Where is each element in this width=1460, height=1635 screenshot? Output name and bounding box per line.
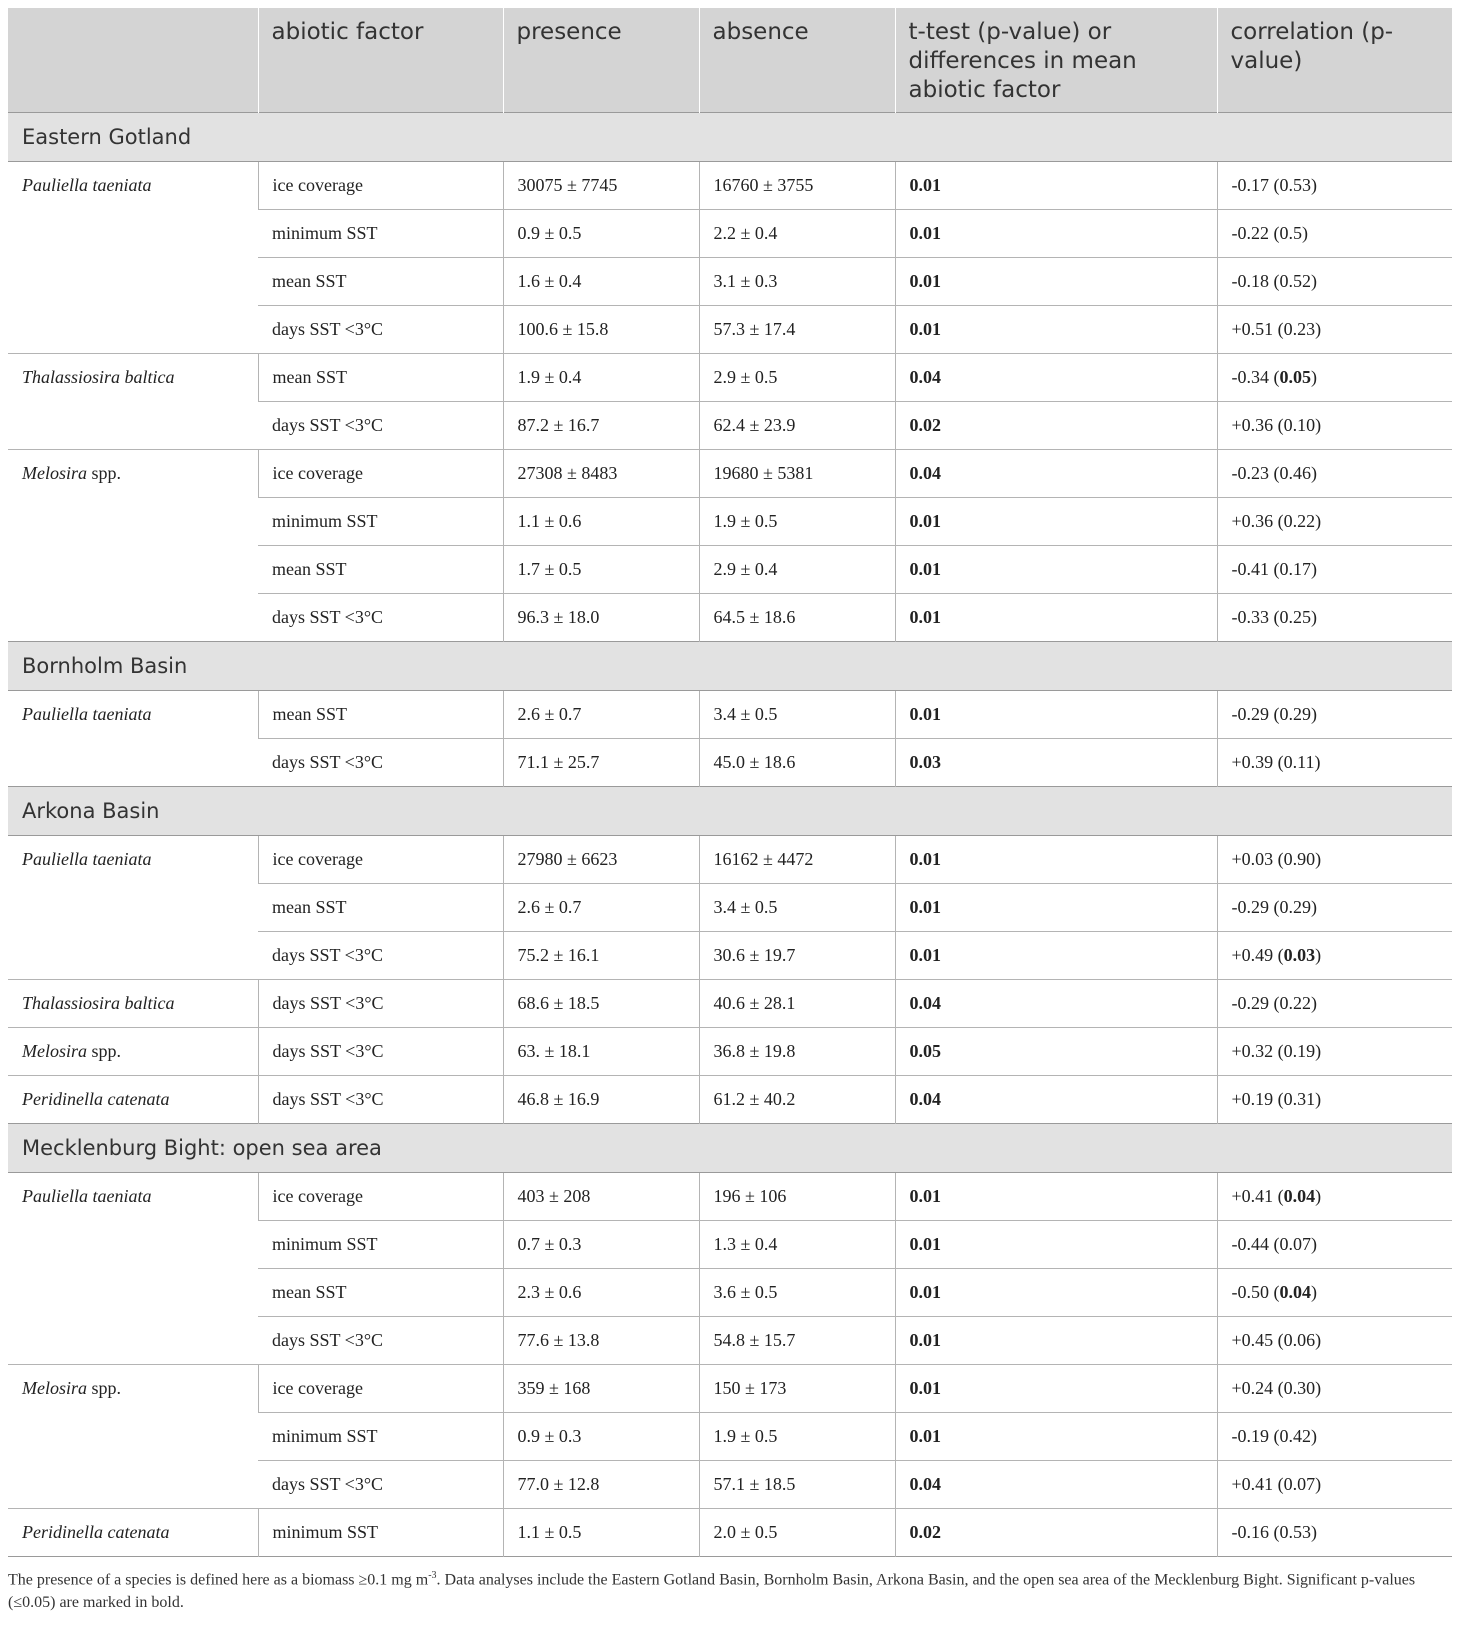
correlation-cell: +0.51 (0.23) [1217,306,1452,354]
correlation-value: -0.18 [1231,271,1269,291]
correlation-value: +0.45 [1231,1330,1274,1350]
header-presence: presence [503,8,699,113]
correlation-cell: +0.39 (0.11) [1217,739,1452,787]
species-name: Pauliella taeniata [22,704,152,724]
header-species [8,8,258,113]
correlation-value: -0.33 [1231,607,1269,627]
ttest-cell: 0.01 [895,162,1217,210]
species-cell [8,1365,258,1509]
absence-cell: 1.9 ± 0.5 [699,498,895,546]
absence-cell: 57.1 ± 18.5 [699,1461,895,1509]
correlation-value: +0.19 [1231,1089,1274,1109]
correlation-cell: +0.24 (0.30) [1217,1365,1452,1413]
correlation-value: -0.17 [1231,175,1269,195]
header-correlation: correlation (p-value) [1217,8,1452,113]
species-name: Thalassiosira baltica [22,993,175,1013]
species-name: Melosira [22,1378,87,1398]
correlation-p-value: 0.05 [1279,367,1311,387]
presence-cell: 71.1 ± 25.7 [503,739,699,787]
species-cell [8,980,258,1028]
correlation-value: -0.29 [1231,897,1269,917]
correlation-p-value: 0.29 [1279,897,1311,917]
abiotic-factor-cell: mean SST [258,354,503,402]
correlation-value: -0.23 [1231,463,1269,483]
correlation-cell: +0.41 (0.07) [1217,1461,1452,1509]
abiotic-factor-cell: days SST <3°C [258,594,503,642]
presence-cell: 359 ± 168 [503,1365,699,1413]
abiotic-factor-cell: mean SST [258,884,503,932]
abiotic-factor-cell: mean SST [258,258,503,306]
correlation-value: +0.49 [1231,945,1274,965]
presence-cell: 2.3 ± 0.6 [503,1269,699,1317]
correlation-value: -0.16 [1231,1522,1269,1542]
table-row [8,1509,1452,1557]
correlation-value: -0.29 [1231,704,1269,724]
correlation-cell: +0.45 (0.06) [1217,1317,1452,1365]
abiotic-factor-cell: mean SST [258,691,503,739]
ttest-cell: 0.02 [895,1509,1217,1557]
species-cell [8,691,258,787]
abiotic-factor-cell: days SST <3°C [258,980,503,1028]
presence-cell: 1.6 ± 0.4 [503,258,699,306]
correlation-value: +0.24 [1231,1378,1274,1398]
correlation-p-value: 0.52 [1279,271,1311,291]
species-suffix: spp. [87,1378,122,1398]
species-name: Melosira [22,463,87,483]
correlation-p-value: 0.29 [1279,704,1311,724]
abiotic-factor-cell: minimum SST [258,1413,503,1461]
correlation-value: -0.44 [1231,1234,1269,1254]
correlation-value: -0.50 [1231,1282,1269,1302]
presence-cell: 30075 ± 7745 [503,162,699,210]
species-name: Peridinella catenata [22,1522,170,1542]
correlation-cell: -0.34 (0.05) [1217,354,1452,402]
section-title: Arkona Basin [8,787,1452,836]
table-row [8,836,1452,884]
presence-cell: 2.6 ± 0.7 [503,884,699,932]
ttest-cell: 0.04 [895,980,1217,1028]
abiotic-factor-cell: ice coverage [258,836,503,884]
table-row [8,1365,1452,1413]
ttest-cell: 0.01 [895,932,1217,980]
ttest-cell: 0.01 [895,258,1217,306]
correlation-cell: -0.50 (0.04) [1217,1269,1452,1317]
absence-cell: 16162 ± 4472 [699,836,895,884]
ttest-cell: 0.01 [895,1221,1217,1269]
correlation-cell: -0.29 (0.29) [1217,691,1452,739]
absence-cell: 1.9 ± 0.5 [699,1413,895,1461]
correlation-cell: -0.17 (0.53) [1217,162,1452,210]
presence-cell: 46.8 ± 16.9 [503,1076,699,1124]
ttest-cell: 0.01 [895,306,1217,354]
correlation-value: -0.34 [1231,367,1269,387]
ttest-cell: 0.04 [895,450,1217,498]
correlation-cell: +0.19 (0.31) [1217,1076,1452,1124]
absence-cell: 62.4 ± 23.9 [699,402,895,450]
absence-cell: 2.9 ± 0.4 [699,546,895,594]
correlation-value: +0.36 [1231,415,1274,435]
species-name: Pauliella taeniata [22,1186,152,1206]
correlation-cell: -0.19 (0.42) [1217,1413,1452,1461]
table-row [8,980,1452,1028]
correlation-cell: +0.36 (0.22) [1217,498,1452,546]
abiotic-factor-cell: minimum SST [258,498,503,546]
presence-cell: 68.6 ± 18.5 [503,980,699,1028]
correlation-cell: +0.03 (0.90) [1217,836,1452,884]
correlation-cell: -0.33 (0.25) [1217,594,1452,642]
abiotic-factor-cell: days SST <3°C [258,932,503,980]
correlation-cell: -0.29 (0.29) [1217,884,1452,932]
presence-cell: 27980 ± 6623 [503,836,699,884]
ttest-cell: 0.01 [895,546,1217,594]
table-row [8,354,1452,402]
absence-cell: 36.8 ± 19.8 [699,1028,895,1076]
section-row [8,787,1452,836]
ttest-cell: 0.04 [895,1076,1217,1124]
presence-cell: 0.9 ± 0.5 [503,210,699,258]
absence-cell: 3.1 ± 0.3 [699,258,895,306]
correlation-cell: +0.41 (0.04) [1217,1173,1452,1221]
abiotic-factor-cell: days SST <3°C [258,1076,503,1124]
ttest-cell: 0.01 [895,1173,1217,1221]
correlation-p-value: 0.31 [1283,1089,1316,1109]
section-row [8,113,1452,162]
absence-cell: 3.6 ± 0.5 [699,1269,895,1317]
species-suffix: spp. [87,1041,122,1061]
table-row [8,1173,1452,1221]
correlation-p-value: 0.07 [1283,1474,1316,1494]
absence-cell: 150 ± 173 [699,1365,895,1413]
results-table [8,8,1452,1557]
species-cell [8,1509,258,1557]
species-name: Peridinella catenata [22,1089,170,1109]
presence-cell: 403 ± 208 [503,1173,699,1221]
correlation-p-value: 0.06 [1283,1330,1316,1350]
absence-cell: 196 ± 106 [699,1173,895,1221]
absence-cell: 2.0 ± 0.5 [699,1509,895,1557]
abiotic-factor-cell: days SST <3°C [258,402,503,450]
correlation-p-value: 0.03 [1283,945,1316,965]
species-cell [8,1076,258,1124]
absence-cell: 40.6 ± 28.1 [699,980,895,1028]
abiotic-factor-cell: mean SST [258,1269,503,1317]
abiotic-factor-cell: minimum SST [258,1509,503,1557]
species-name: Pauliella taeniata [22,175,152,195]
absence-cell: 2.2 ± 0.4 [699,210,895,258]
correlation-p-value: 0.17 [1279,559,1311,579]
ttest-cell: 0.04 [895,1461,1217,1509]
presence-cell: 0.9 ± 0.3 [503,1413,699,1461]
species-name: Melosira [22,1041,87,1061]
abiotic-factor-cell: ice coverage [258,450,503,498]
correlation-p-value: 0.07 [1279,1234,1311,1254]
correlation-p-value: 0.46 [1279,463,1311,483]
table-row [8,691,1452,739]
presence-cell: 75.2 ± 16.1 [503,932,699,980]
abiotic-factor-cell: days SST <3°C [258,1461,503,1509]
correlation-value: +0.41 [1231,1474,1274,1494]
absence-cell: 45.0 ± 18.6 [699,739,895,787]
presence-cell: 87.2 ± 16.7 [503,402,699,450]
species-cell [8,354,258,450]
absence-cell: 30.6 ± 19.7 [699,932,895,980]
correlation-p-value: 0.19 [1283,1041,1316,1061]
correlation-cell: -0.41 (0.17) [1217,546,1452,594]
table-footnote [8,1564,1452,1614]
absence-cell: 2.9 ± 0.5 [699,354,895,402]
correlation-p-value: 0.04 [1279,1282,1311,1302]
abiotic-factor-cell: mean SST [258,546,503,594]
ttest-cell: 0.01 [895,498,1217,546]
presence-cell: 1.1 ± 0.6 [503,498,699,546]
abiotic-factor-cell: ice coverage [258,162,503,210]
section-title: Mecklenburg Bight: open sea area [8,1124,1452,1173]
ttest-cell: 0.01 [895,884,1217,932]
correlation-cell: +0.32 (0.19) [1217,1028,1452,1076]
ttest-cell: 0.01 [895,836,1217,884]
presence-cell: 2.6 ± 0.7 [503,691,699,739]
correlation-p-value: 0.04 [1283,1186,1316,1206]
absence-cell: 3.4 ± 0.5 [699,884,895,932]
presence-cell: 1.1 ± 0.5 [503,1509,699,1557]
correlation-p-value: 0.25 [1279,607,1311,627]
ttest-cell: 0.01 [895,1365,1217,1413]
absence-cell: 57.3 ± 17.4 [699,306,895,354]
correlation-cell: +0.36 (0.10) [1217,402,1452,450]
absence-cell: 19680 ± 5381 [699,450,895,498]
correlation-value: -0.19 [1231,1426,1269,1446]
correlation-cell: -0.16 (0.53) [1217,1509,1452,1557]
correlation-p-value: 0.22 [1283,511,1316,531]
ttest-cell: 0.03 [895,739,1217,787]
correlation-p-value: 0.90 [1283,849,1316,869]
header-abiotic-factor: abiotic factor [258,8,503,113]
header-row [8,8,1452,113]
correlation-value: +0.51 [1231,319,1274,339]
correlation-value: +0.39 [1231,752,1274,772]
species-cell [8,1028,258,1076]
ttest-cell: 0.01 [895,1317,1217,1365]
correlation-value: -0.22 [1231,223,1269,243]
section-title: Eastern Gotland [8,113,1452,162]
presence-cell: 63. ± 18.1 [503,1028,699,1076]
table-body [8,113,1452,1557]
abiotic-factor-cell: ice coverage [258,1365,503,1413]
correlation-p-value: 0.22 [1279,993,1311,1013]
correlation-cell: -0.29 (0.22) [1217,980,1452,1028]
correlation-value: +0.03 [1231,849,1274,869]
ttest-cell: 0.01 [895,1269,1217,1317]
ttest-cell: 0.01 [895,691,1217,739]
absence-cell: 3.4 ± 0.5 [699,691,895,739]
correlation-cell: -0.44 (0.07) [1217,1221,1452,1269]
table-row [8,162,1452,210]
ttest-cell: 0.05 [895,1028,1217,1076]
abiotic-factor-cell: minimum SST [258,210,503,258]
absence-cell: 16760 ± 3755 [699,162,895,210]
species-cell [8,836,258,980]
footnote-text-2: . Data analyses include the Eastern Gotland Basin, Bornholm Basin, Arkona Basin, and the open sea area of the Mecklenburg Bight. Significant p-values (≤0.05) are marked in bold. [8,1571,1416,1612]
presence-cell: 1.7 ± 0.5 [503,546,699,594]
correlation-value: +0.36 [1231,511,1274,531]
species-name: Pauliella taeniata [22,849,152,869]
section-title: Bornholm Basin [8,642,1452,691]
section-row [8,642,1452,691]
presence-cell: 27308 ± 8483 [503,450,699,498]
species-cell [8,1173,258,1365]
species-cell [8,450,258,642]
table-row [8,1028,1452,1076]
correlation-p-value: 0.30 [1283,1378,1316,1398]
header-absence: absence [699,8,895,113]
table-row [8,1076,1452,1124]
presence-cell: 77.0 ± 12.8 [503,1461,699,1509]
abiotic-factor-cell: days SST <3°C [258,739,503,787]
correlation-p-value: 0.53 [1279,1522,1311,1542]
species-suffix: spp. [87,463,122,483]
footnote-text-1: The presence of a species is defined here as a biomass ≥0.1 mg m [8,1571,429,1589]
correlation-value: +0.41 [1231,1186,1274,1206]
ttest-cell: 0.02 [895,402,1217,450]
correlation-p-value: 0.5 [1279,223,1302,243]
correlation-p-value: 0.23 [1283,319,1316,339]
absence-cell: 1.3 ± 0.4 [699,1221,895,1269]
correlation-p-value: 0.53 [1279,175,1311,195]
ttest-cell: 0.01 [895,210,1217,258]
species-name: Thalassiosira baltica [22,367,175,387]
correlation-value: +0.32 [1231,1041,1274,1061]
correlation-p-value: 0.10 [1283,415,1316,435]
correlation-cell: -0.22 (0.5) [1217,210,1452,258]
table-row [8,450,1452,498]
abiotic-factor-cell: days SST <3°C [258,1317,503,1365]
presence-cell: 77.6 ± 13.8 [503,1317,699,1365]
table-container [8,8,1452,1614]
species-cell [8,162,258,354]
absence-cell: 54.8 ± 15.7 [699,1317,895,1365]
correlation-p-value: 0.11 [1283,752,1315,772]
table-header [8,8,1452,113]
absence-cell: 61.2 ± 40.2 [699,1076,895,1124]
absence-cell: 64.5 ± 18.6 [699,594,895,642]
section-row [8,1124,1452,1173]
header-ttest: t-test (p-value) or differences in mean abiotic factor [895,8,1217,113]
presence-cell: 96.3 ± 18.0 [503,594,699,642]
abiotic-factor-cell: days SST <3°C [258,306,503,354]
ttest-cell: 0.01 [895,1413,1217,1461]
abiotic-factor-cell: days SST <3°C [258,1028,503,1076]
abiotic-factor-cell: minimum SST [258,1221,503,1269]
footnote-superscript: -3 [428,1570,437,1581]
presence-cell: 0.7 ± 0.3 [503,1221,699,1269]
correlation-cell: +0.49 (0.03) [1217,932,1452,980]
presence-cell: 1.9 ± 0.4 [503,354,699,402]
abiotic-factor-cell: ice coverage [258,1173,503,1221]
correlation-value: -0.29 [1231,993,1269,1013]
correlation-p-value: 0.42 [1279,1426,1311,1446]
presence-cell: 100.6 ± 15.8 [503,306,699,354]
correlation-value: -0.41 [1231,559,1269,579]
ttest-cell: 0.01 [895,594,1217,642]
correlation-cell: -0.23 (0.46) [1217,450,1452,498]
correlation-cell: -0.18 (0.52) [1217,258,1452,306]
ttest-cell: 0.04 [895,354,1217,402]
